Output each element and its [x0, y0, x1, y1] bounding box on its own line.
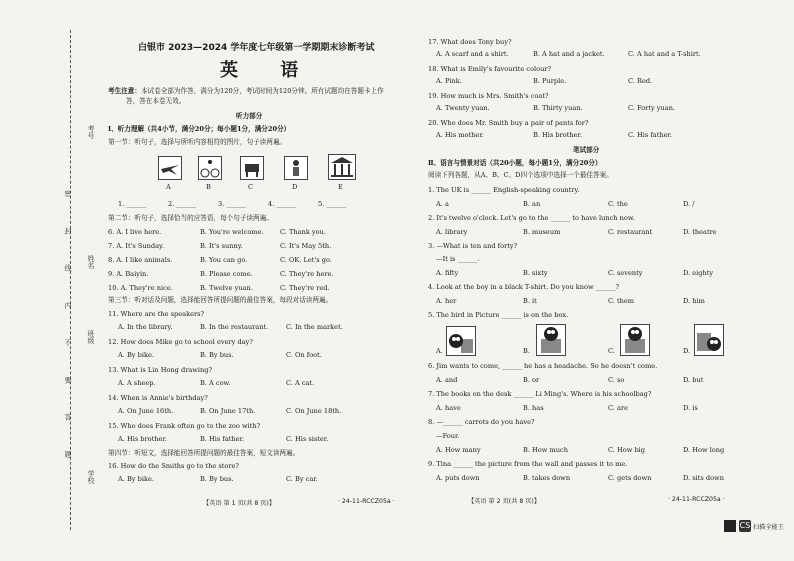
mc6-b: B. or [523, 376, 540, 384]
blank-3: 3. ______ [218, 200, 247, 208]
exam-title: 白银市 2023—2024 学年度七年级第一学期期末诊断考试 [138, 43, 375, 53]
mc1-b: B. an [523, 200, 541, 208]
footer-page2: 【英语 第 2 页(共 8 页)】 [468, 498, 541, 505]
pic-label-b: B [206, 183, 211, 191]
part2-instr: 第二节：听句子，选择恰当的应答语，每个句子读两遍。 [108, 214, 273, 222]
xingming-label: 姓名 [87, 255, 95, 269]
mc7-b: B. has [523, 404, 544, 412]
q13-c: C. A cat. [286, 379, 315, 387]
q15-a: A. His brother. [118, 435, 167, 443]
mc1: 1. The UK is ______ English-speaking country. [428, 186, 580, 194]
q19-a: A. Twenty yuan. [436, 104, 490, 112]
mc3-c: C. seventy [608, 269, 643, 277]
mc9-a: A. puts down [436, 474, 480, 482]
q10-a: 10. A. They're nice. [108, 284, 173, 292]
q16-b: B. By bus. [200, 475, 234, 483]
q12-b: B. By bus. [200, 351, 234, 359]
q9-c: C. They're here. [280, 270, 334, 278]
binding-margin [40, 30, 100, 530]
q7-b: B. It's sunny. [200, 242, 243, 250]
mc8-d: D. How long [683, 446, 725, 454]
q6-a: 6. A. I live here. [108, 228, 162, 236]
written-title: 笔试部分 [573, 146, 600, 154]
q14-a: A. On June 16th. [118, 407, 174, 415]
mc3-answer: —It is ______. [436, 255, 480, 263]
q20: 20. Who does Mr. Smith buy a pair of pants for? [428, 119, 589, 127]
scanner-watermark [724, 520, 784, 534]
q8-a: 8. A. I like animals. [108, 256, 173, 264]
q11: 11. Where are the speakers? [108, 310, 205, 318]
q6-b: B. You're welcome. [200, 228, 264, 236]
cs-logo-icon: CS [739, 521, 751, 530]
notice: 考生注意：本试卷全部为作答，满分为120分，考试时间为120分钟。所有试题均在答题卡上作 [108, 87, 384, 95]
q20-b: B. His brother. [533, 131, 583, 139]
mc2-c: C. restaurant [608, 228, 653, 236]
blank-4: 4. ______ [268, 200, 297, 208]
puppet-picture [284, 156, 308, 180]
q10-b: B. Twelve yuan. [200, 284, 253, 292]
q13-a: A. A sheep. [118, 379, 156, 387]
q16-c: C. By car. [286, 475, 318, 483]
listening-section: Ⅰ、听力理解（共4小节，满分20分；每小题1分，满分20分） [108, 125, 291, 133]
mc8-a: A. How many [436, 446, 481, 454]
q17-b: B. A hat and a jacket. [533, 50, 605, 58]
mc5-d: D. [683, 347, 691, 355]
q19: 19. How much is Mrs. Smith's coat? [428, 92, 549, 100]
q13: 13. What is Lin Hong drawing? [108, 366, 213, 374]
section2-instr: 阅读下列各题，从A、B、C、D四个选项中选择一个最佳答案。 [428, 171, 613, 179]
subject-title: 英 语 [220, 60, 317, 81]
mc4-c: C. them [608, 297, 635, 305]
q12-c: C. On foot. [286, 351, 322, 359]
q11-a: A. In the library. [118, 323, 173, 331]
bird-box-d [694, 324, 724, 356]
footer-code1: · 24-11-RCCZ05a · [338, 498, 395, 505]
mc5-c: C. [608, 347, 615, 355]
pic-label-e: E [338, 183, 343, 191]
qr-icon [724, 520, 736, 532]
cyclist-picture [198, 156, 222, 180]
mc2-b: B. museum [523, 228, 561, 236]
mc9-b: B. takes down [523, 474, 571, 482]
q13-b: B. A cow. [200, 379, 231, 387]
mc6-c: C. so [608, 376, 625, 384]
q11-c: C. In the market. [286, 323, 343, 331]
q16-a: A. By bike. [118, 475, 154, 483]
q17-c: C. A hat and a T-shirt. [628, 50, 701, 58]
q7-a: 7. A. It's Sunday. [108, 242, 164, 250]
mc9-c: C. gets down [608, 474, 652, 482]
mc3-b: B. sixty [523, 269, 548, 277]
mc5: 5. The bird in Picture ______ is on the box. [428, 311, 569, 319]
listening-title: 听力部分 [236, 112, 263, 120]
mc5-b: B. [523, 347, 530, 355]
mc8-b: B. How much [523, 446, 568, 454]
pic-label-c: C [248, 183, 254, 191]
q15: 15. Who does Frank often go to the zoo with? [108, 422, 261, 430]
q19-c: C. Forty yuan. [628, 104, 676, 112]
mc1-c: C. the [608, 200, 628, 208]
mc4: 4. Look at the boy in a black T-shirt. Do you know ______? [428, 283, 620, 291]
q19-b: B. Thirty yuan. [533, 104, 583, 112]
mc5-a: A. [436, 347, 443, 355]
airplane-picture [158, 156, 182, 180]
mc8-answer: —Four. [436, 432, 460, 440]
q18-b: B. Purple. [533, 77, 567, 85]
q8-b: B. You can go. [200, 256, 248, 264]
q20-a: A. His mother. [436, 131, 484, 139]
q14-c: C. On June 18th. [286, 407, 342, 415]
kaohao-label: 考号 [87, 125, 95, 139]
cow-picture [240, 156, 264, 180]
xuexiao-label: 学校 [87, 470, 95, 484]
mc3-a: A. fifty [436, 269, 459, 277]
bird-box-b [536, 324, 566, 356]
q17: 17. What does Tony buy? [428, 38, 512, 46]
q14: 14. When is Annie's birthday? [108, 394, 208, 402]
q8-c: C. OK. Let's go. [280, 256, 332, 264]
mc8: 8. —______ carrots do you have? [428, 418, 535, 426]
mc6-a: A. and [436, 376, 458, 384]
blank-2: 2. ______ [168, 200, 197, 208]
q12: 12. How does Mike go to school every day? [108, 338, 253, 346]
q20-c: C. His father. [628, 131, 673, 139]
mc6-d: D. but [683, 376, 704, 384]
part1-instr: 第一节：听句子，选择与所听内容相符的图片，句子读两遍。 [108, 138, 287, 146]
mc4-d: D. him [683, 297, 705, 305]
mc3-d: D. eighty [683, 269, 714, 277]
mifeng-text: 密 封 线 内 不 要 答 题 [64, 190, 72, 472]
q15-b: B. His father. [200, 435, 245, 443]
bird-box-a [446, 326, 476, 356]
q12-a: A. By bike. [118, 351, 154, 359]
pic-label-a: A [166, 183, 171, 191]
mc7-d: D. is [683, 404, 698, 412]
q18-a: A. Pink. [436, 77, 462, 85]
mc4-a: A. her [436, 297, 457, 305]
part3-instr: 第三节：听对话及问题，选择能回答所提问题的最佳答案，每段对话读两遍。 [108, 296, 333, 304]
mc4-b: B. it [523, 297, 537, 305]
mc2: 2. It's twelve o'clock. Let's go to the ______ to have lunch now. [428, 214, 635, 222]
mc7-a: A. have [436, 404, 461, 412]
q18: 18. What is Emily's favourite colour? [428, 65, 552, 73]
mc2-a: A. library [436, 228, 468, 236]
part4-instr: 第四节：听短文，选择能回答所提问题的最佳答案，短文读两遍。 [108, 449, 300, 457]
mc7: 7. The books on the desk ______ Li Ming's. Where is his schoolbag? [428, 390, 652, 398]
q9-b: B. Please come. [200, 270, 253, 278]
footer-page1: 【英语 第 1 页(共 8 页)】 [203, 500, 276, 507]
q7-c: C. It's May 5th. [280, 242, 332, 250]
section2-title: Ⅱ、语言与情景对话（共20小题，每小题1分，满分20分） [428, 159, 602, 167]
q10-c: C. They're red. [280, 284, 330, 292]
bird-box-c [620, 324, 650, 356]
scanner-name: 扫描全能王 [753, 524, 784, 531]
mc8-c: C. How big [608, 446, 646, 454]
q16: 16. How do the Smiths go to the store? [108, 462, 239, 470]
mc1-a: A. a [436, 200, 449, 208]
q14-b: B. On June 17th. [200, 407, 256, 415]
q15-c: C. His sister. [286, 435, 329, 443]
mc1-d: D. / [683, 200, 695, 208]
q17-a: A. A scarf and a shirt. [436, 50, 509, 58]
mc3: 3. —What is ten and forty? [428, 242, 518, 250]
blank-5: 5. ______ [318, 200, 347, 208]
pic-label-d: D [292, 183, 298, 191]
mc9: 9. Tina ______ the picture from the wall and passes it to me. [428, 460, 628, 468]
q6-c: C. Thank you. [280, 228, 326, 236]
museum-picture [328, 154, 356, 180]
blank-1: 1. ______ [118, 200, 147, 208]
footer-code2: · 24-11-RCCZ05a · [668, 496, 725, 503]
mc9-d: D. sits down [683, 474, 724, 482]
q9-a: 9. A. Baiyin. [108, 270, 149, 278]
mc7-c: C. are [608, 404, 628, 412]
q18-c: C. Red. [628, 77, 653, 85]
mc2-d: D. theatre [683, 228, 717, 236]
q11-b: B. In the restaurant. [200, 323, 269, 331]
mc6: 6. Jim wants to come, ______ he has a headache. So he doesn't come. [428, 362, 658, 370]
banji-label: 班级 [87, 330, 95, 344]
notice-cont: 答，答在本卷无效。 [126, 97, 186, 105]
